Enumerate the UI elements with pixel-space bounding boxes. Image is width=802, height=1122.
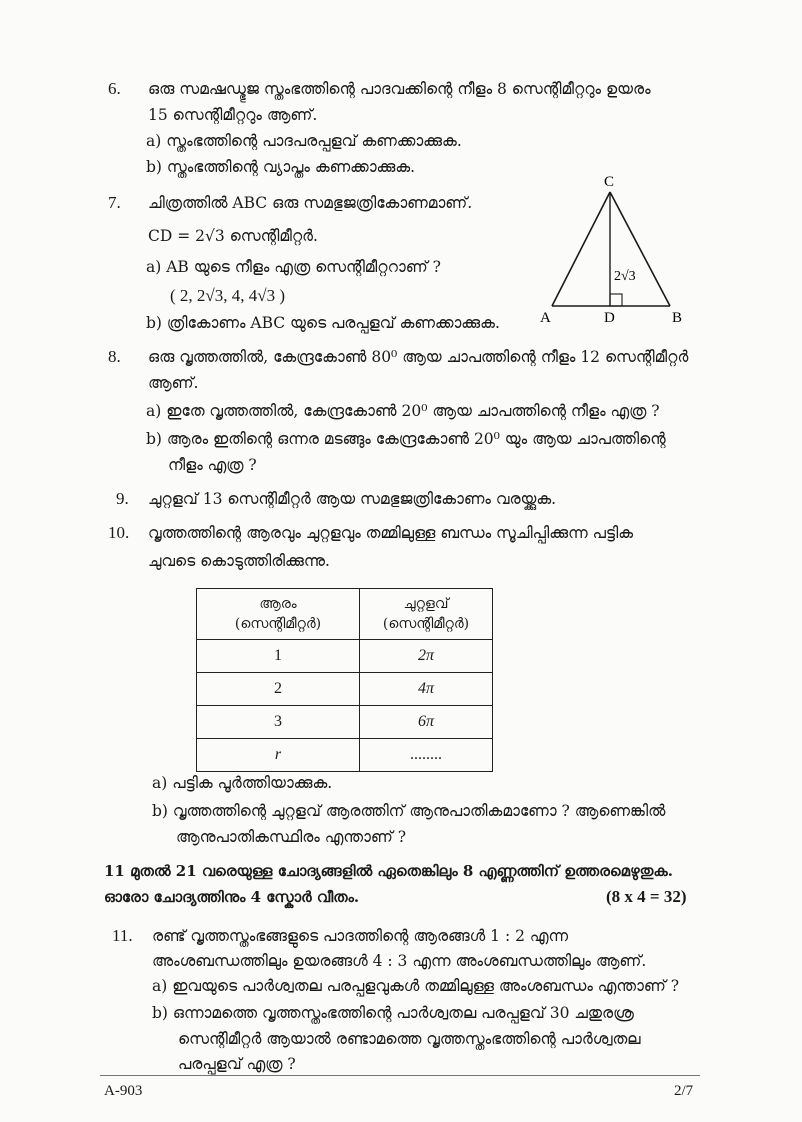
radius-circumference-table bbox=[196, 588, 493, 772]
table-cell: 1 bbox=[197, 640, 360, 673]
instructions-line1: 11 മുതൽ 21 വരെയുള്ള ചോദ്യങ്ങളിൽ ഏതെങ്കിലും 8 എണ്ണത്തിന് ഉത്തരമെഴുതുക. bbox=[104, 862, 673, 880]
table-cell: r bbox=[197, 739, 360, 772]
q10-part-b-line2: ആനുപാതികസ്ഥിരം എന്താണ് ? bbox=[176, 828, 407, 846]
q7-part-b: b) ത്രികോണം ABC യുടെ പരപ്പളവ് കണക്കാക്കുക. bbox=[146, 314, 500, 332]
q11-part-a: a) ഇവയുടെ പാർശ്വതല പരപ്പളവുകൾ തമ്മിലുള്ള അംശബന്ധം എന്താണ് ? bbox=[152, 977, 680, 995]
q10-part-b-line1: b) വൃത്തത്തിന്റെ ചുറ്റളവ് ആരത്തിന് ആനുപാതികമാണോ ? ആണെങ്കിൽ bbox=[152, 802, 666, 820]
label-d: D bbox=[604, 310, 615, 326]
side-ca bbox=[552, 192, 610, 306]
q7-options: ( 2, 2√3, 4, 4√3 ) bbox=[170, 286, 285, 305]
table-cell: 2 bbox=[197, 673, 360, 706]
q7-number: 7. bbox=[108, 193, 121, 212]
table-header-row bbox=[197, 589, 493, 640]
header-radius-label: ആരം bbox=[259, 596, 297, 612]
table-cell: 3 bbox=[197, 706, 360, 739]
header-circumference-unit: (സെന്റിമീറ്റർ) bbox=[382, 616, 470, 632]
footer-code: A-903 bbox=[104, 1083, 143, 1099]
triangle-figure bbox=[530, 170, 700, 330]
label-b: B bbox=[672, 310, 683, 326]
right-angle-mark bbox=[610, 294, 622, 306]
q6-part-a: a) സ്തംഭത്തിന്റെ പാദപരപ്പളവ് കണക്കാക്കുക. bbox=[146, 132, 462, 150]
side-cb bbox=[610, 192, 670, 306]
q9-line1: ചുറ്റളവ് 13 സെന്റിമീറ്റർ ആയ സമഭുജത്രികോണം വരയ്ക്കുക. bbox=[148, 490, 557, 508]
q11-part-b-line3: പരപ്പളവ് എത്ര ? bbox=[178, 1055, 296, 1073]
table-row bbox=[197, 673, 493, 706]
q11-number: 11. bbox=[112, 926, 133, 945]
label-a: A bbox=[540, 310, 551, 326]
table-row bbox=[197, 706, 493, 739]
q11-line2: അംശബന്ധത്തിലും ഉയരങ്ങൾ 4 : 3 എന്ന അംശബന്ധത്തിലും ആണ്. bbox=[152, 952, 647, 970]
q8-part-b-line1: b) ആരം ഇതിന്റെ ഒന്നര മടങ്ങും കേന്ദ്രകോൺ 20⁰ യും ആയ ചാപത്തിന്റെ bbox=[146, 430, 666, 448]
q8-part-b-line2: നീളം എത്ര ? bbox=[168, 456, 257, 474]
q8-number: 8. bbox=[108, 347, 121, 366]
q10-number: 10. bbox=[108, 523, 130, 542]
header-radius bbox=[197, 589, 360, 640]
instructions-line2: ഓരോ ചോദ്യത്തിനും 4 സ്കോർ വീതം. bbox=[104, 888, 360, 906]
footer-page-number: 2/7 bbox=[674, 1083, 694, 1099]
q10-line2: ചുവടെ കൊടുത്തിരിക്കുന്നു. bbox=[148, 552, 330, 570]
header-circumference bbox=[360, 589, 493, 640]
q8-line2: ആണ്. bbox=[148, 374, 199, 392]
instructions-score: (8 x 4 = 32) bbox=[606, 887, 687, 906]
q11-part-b-line1: b) ഒന്നാമത്തെ വൃത്തസ്തംഭത്തിന്റെ പാർശ്വതല പരപ്പളവ് 30 ചതുരശ്ര bbox=[152, 1004, 634, 1022]
label-cd-length: 2√3 bbox=[614, 269, 636, 284]
header-circumference-label: ചുറ്റളവ് bbox=[403, 596, 449, 612]
q11-part-b-line2: സെന്റിമീറ്റർ ആയാൽ രണ്ടാമത്തെ വൃത്തസ്തംഭത്തിന്റെ പാർശ്വതല bbox=[178, 1030, 641, 1048]
q8-line1: ഒരു വൃത്തത്തിൽ, കേന്ദ്രകോൺ 80⁰ ആയ ചാപത്തിന്റെ നീളം 12 സെന്റിമീറ്റർ bbox=[148, 348, 689, 366]
table-row bbox=[197, 739, 493, 772]
q6-number: 6. bbox=[108, 79, 121, 98]
q10-line1: വൃത്തത്തിന്റെ ആരവും ചുറ്റളവും തമ്മിലുള്ള ബന്ധം സൂചിപ്പിക്കുന്ന പട്ടിക bbox=[148, 524, 634, 542]
table-cell: 6π bbox=[360, 706, 493, 739]
q6-line2: 15 സെന്റിമീറ്ററും ആണ്. bbox=[148, 106, 318, 124]
table-cell: 2π bbox=[360, 640, 493, 673]
q10-part-a: a) പട്ടിക പൂർത്തിയാക്കുക. bbox=[152, 774, 333, 792]
q11-line1: രണ്ട് വൃത്തസ്തംഭങ്ങളുടെ പാദത്തിന്റെ ആരങ്ങൾ 1 : 2 എന്ന bbox=[152, 927, 569, 945]
q9-number: 9. bbox=[116, 489, 129, 508]
q8-part-a: a) ഇതേ വൃത്തത്തിൽ, കേന്ദ്രകോൺ 20⁰ ആയ ചാപത്തിന്റെ നീളം എത്ര ? bbox=[146, 402, 660, 420]
table-cell: ........ bbox=[360, 739, 493, 772]
q6-line1: ഒരു സമഷഡ്ഭുജ സ്തംഭത്തിന്റെ പാദവക്കിന്റെ നീളം 8 സെന്റിമീറ്ററും ഉയരം bbox=[148, 80, 651, 98]
table-cell: 4π bbox=[360, 673, 493, 706]
q7-part-a: a) AB യുടെ നീളം എത്ര സെന്റിമീറ്ററാണ് ? bbox=[146, 258, 441, 276]
header-radius-unit: (സെന്റിമീറ്റർ) bbox=[234, 616, 322, 632]
table-row bbox=[197, 640, 493, 673]
q6-part-b: b) സ്തംഭത്തിന്റെ വ്യാപ്തം കണക്കാക്കുക. bbox=[146, 158, 416, 176]
q7-line1: ചിത്രത്തിൽ ABC ഒരു സമഭുജത്രികോണമാണ്. bbox=[148, 194, 473, 212]
label-c: C bbox=[604, 174, 615, 190]
q7-cd-label: CD = 2√3 സെന്റിമീറ്റർ. bbox=[148, 227, 318, 245]
footer-rule bbox=[100, 1075, 700, 1076]
